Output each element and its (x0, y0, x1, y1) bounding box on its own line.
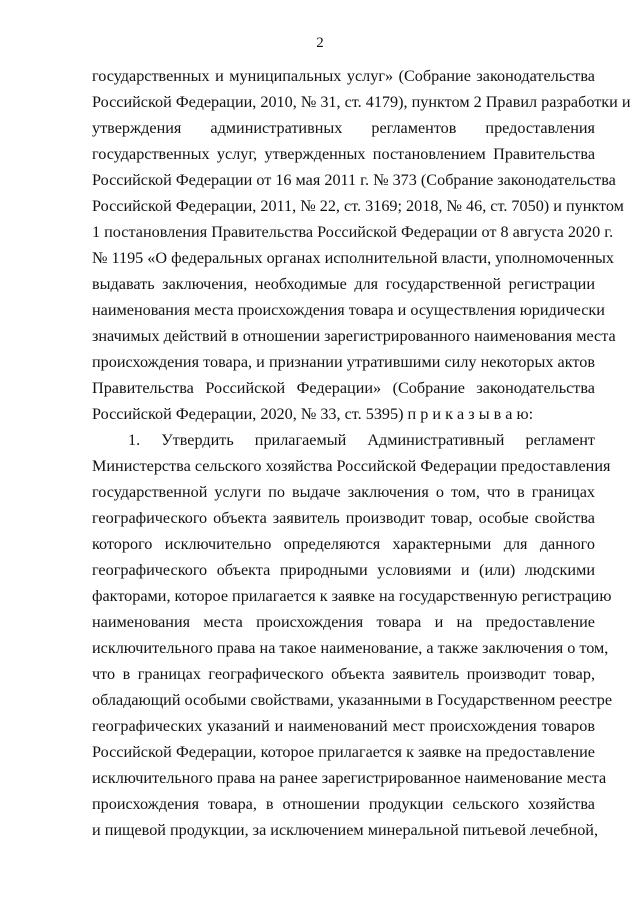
document-body (92, 63, 631, 843)
paragraph-item-1 (92, 427, 613, 843)
text-line: 1 постановления Правительства Российской Федерации от 8 августа 2020 г. (92, 223, 614, 241)
text-line: Российской Федерации, которое прилагается к заявке на предоставление (92, 743, 595, 761)
text-line: и пищевой продукции, за исключением минеральной питьевой лечебной, (92, 821, 598, 839)
text-line: значимых действий в отношении зарегистрированного наименования места (92, 327, 616, 345)
text-line: которого исключительно определяются характерными для данного (92, 535, 595, 553)
text-line: Правительства Российской Федерации» (Собрание законодательства (92, 379, 595, 397)
text-line: выдавать заключения, необходимые для государственной регистрации (92, 275, 595, 293)
text-line: утверждения административных регламентов предоставления (92, 119, 595, 137)
text-line: государственных услуг, утвержденных постановлением Правительства (92, 145, 595, 163)
text-line: происхождения товара, в отношении продукции сельского хозяйства (92, 795, 595, 813)
text-line: Министерства сельского хозяйства Российской Федерации предоставления (92, 457, 611, 475)
text-line: происхождения товара, и признании утратившими силу некоторых актов (92, 353, 595, 371)
text-line: географических указаний и наименований мест происхождения товаров (92, 717, 595, 735)
text-line: 1. Утвердить прилагаемый Административный регламент (128, 431, 595, 449)
text-line: факторами, которое прилагается к заявке на государственную регистрацию (92, 587, 612, 605)
text-line: № 1195 «О федеральных органах исполнительной власти, уполномоченных (92, 249, 614, 267)
page-number: 2 (316, 35, 324, 51)
text-line: Российской Федерации, 2011, № 22, ст. 3169; 2018, № 46, ст. 7050) и пунктом (92, 197, 624, 215)
text-line: наименования места происхождения товара и на предоставление (92, 613, 595, 631)
text-line: что в границах географического объекта заявитель производит товар, (92, 665, 595, 683)
text-line: географического объекта заявитель производит товар, особые свойства (92, 509, 595, 527)
text-line: Российской Федерации, 2020, № 33, ст. 5395) п р и к а з ы в а ю: (92, 405, 534, 423)
text-line: государственной услуги по выдаче заключения о том, что в границах (92, 483, 595, 501)
text-line: исключительного права на такое наименование, а также заключения о том, (92, 639, 609, 657)
text-line: географического объекта природными условиями и (или) людскими (92, 561, 595, 579)
text-line: государственных и муниципальных услуг» (Собрание законодательства (92, 67, 595, 85)
paragraph-preamble (92, 63, 631, 427)
text-line: наименования места происхождения товара и осуществления юридически (92, 301, 605, 319)
text-line: Российской Федерации от 16 мая 2011 г. № 373 (Собрание законодательства (92, 171, 616, 189)
text-line: исключительного права на ранее зарегистрированное наименование места (92, 769, 607, 787)
text-line: обладающий особыми свойствами, указанными в Государственном реестре (92, 691, 613, 709)
text-line: Российской Федерации, 2010, № 31, ст. 4179), пунктом 2 Правил разработки и (92, 93, 631, 111)
